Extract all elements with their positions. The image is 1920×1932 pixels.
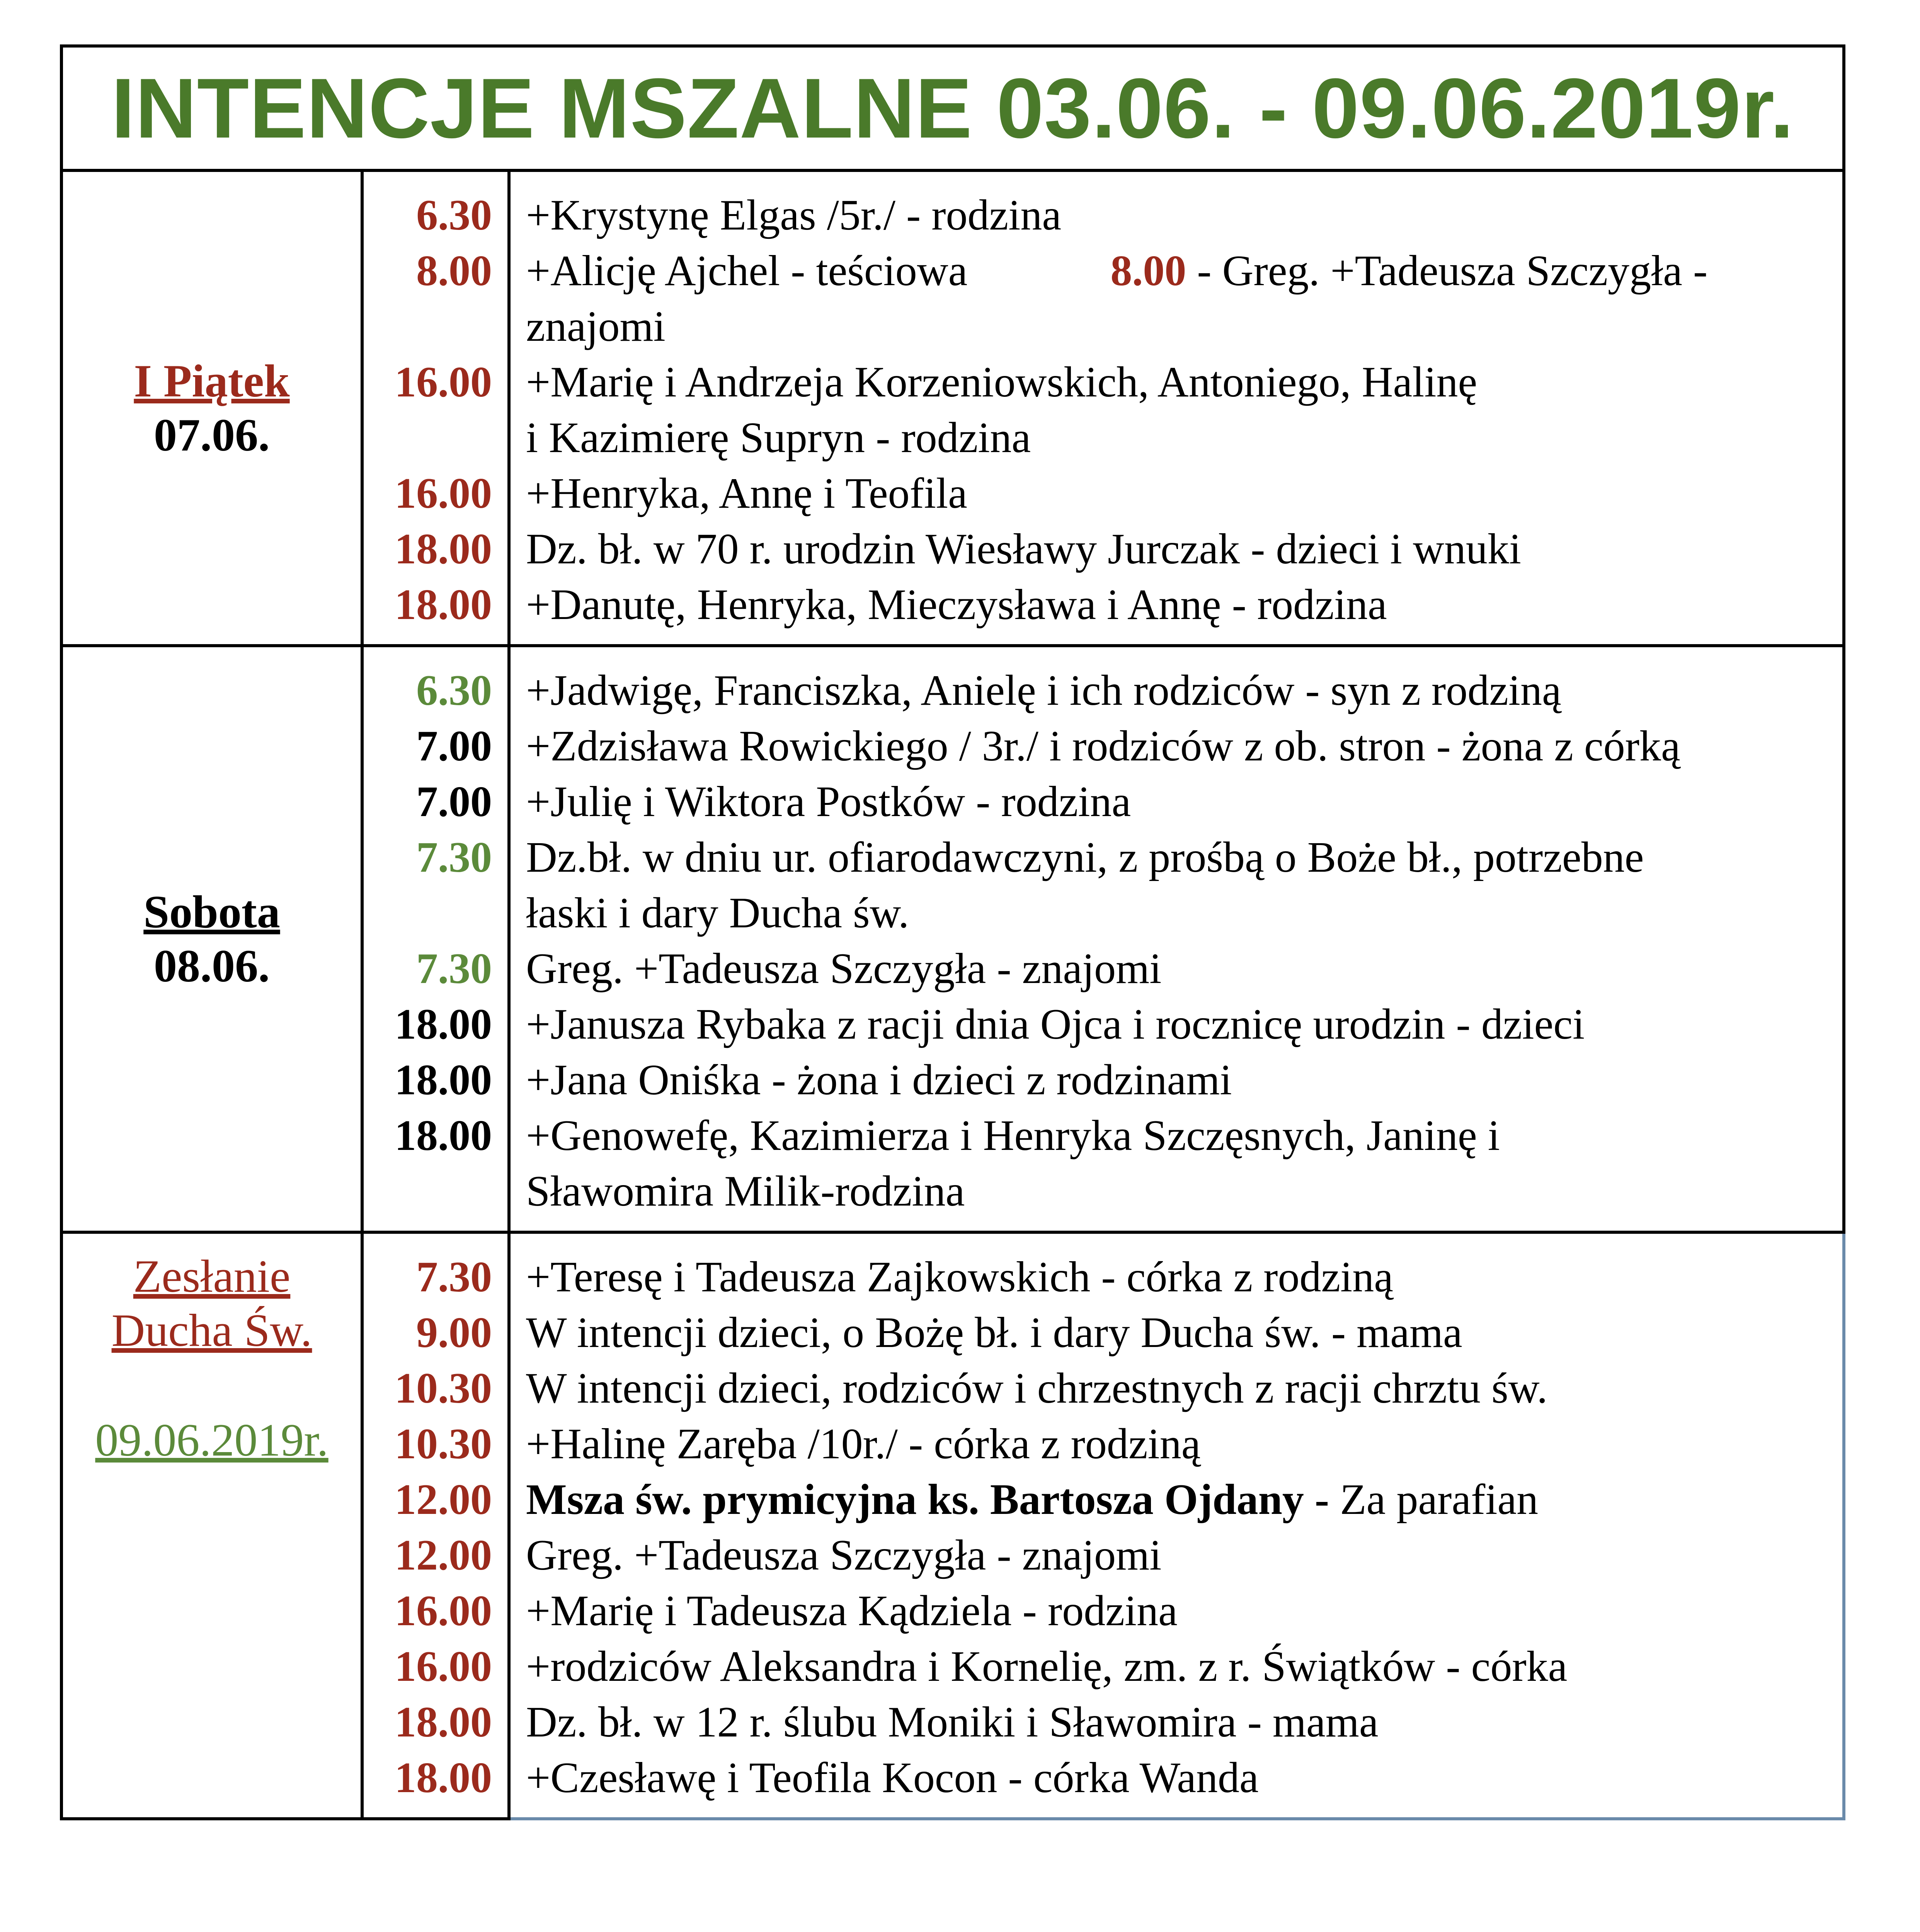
mass-time: 18.00: [395, 1000, 492, 1048]
schedule-sheet: [60, 44, 1845, 1820]
intention-text: +Alicję Ajchel - teściowa: [526, 247, 968, 295]
intention-text: Dz. bł. w 12 r. ślubu Moniki i Sławomira - mama: [526, 1698, 1379, 1746]
intention-text: +Genowefę, Kazimierza i Henryka Szczęsnych, Janinę i: [526, 1112, 1500, 1160]
day-name: I Piątek: [134, 355, 290, 406]
mass-time: 7.00: [416, 778, 492, 826]
mass-time: 12.00: [395, 1531, 492, 1579]
intention-text: +Marię i Tadeusza Kądziela - rodzina: [526, 1587, 1178, 1635]
intention-text: +Julię i Wiktora Postków - rodzina: [526, 778, 1131, 826]
intention-text: +Jadwigę, Franciszka, Anielę i ich rodziców - syn z rodziną: [526, 667, 1561, 714]
day-cell: [61, 1232, 362, 1819]
intention-text: i Kazimierę Supryn - rodzina: [526, 414, 1031, 462]
mass-time: 18.00: [395, 1112, 492, 1160]
intention-column: [509, 172, 1844, 646]
intention-bold-text: Msza św. prymicyjna ks. Bartosza Ojdany -: [526, 1476, 1340, 1524]
intention-column: [509, 1232, 1844, 1819]
mass-time: 18.00: [395, 1698, 492, 1746]
mass-time: 18.00: [395, 525, 492, 573]
intention-text-row: [526, 1472, 1831, 1527]
intention-text: W intencji dzieci, o Bożę bł. i dary Ducha św. - mama: [526, 1309, 1462, 1357]
intention-text: łaski i dary Ducha św.: [526, 889, 909, 937]
mass-time: 7.00: [416, 722, 492, 770]
day-date: 07.06.: [154, 409, 270, 461]
mass-time: 7.30: [416, 833, 492, 881]
mass-time: 10.30: [395, 1364, 492, 1412]
mass-time: 9.00: [416, 1309, 492, 1357]
time-column: [362, 1232, 509, 1819]
intention-text: +Jana Oniśka - żona i dzieci z rodzinami: [526, 1056, 1232, 1104]
intention-text: +Zdzisława Rowickiego / 3r./ i rodziców z ob. stron - żona z córką: [526, 722, 1680, 770]
intention-text: Greg. +Tadeusza Szczygła - znajomi: [526, 945, 1162, 993]
day-cell: [61, 172, 362, 646]
mass-time: 18.00: [395, 1056, 492, 1104]
mass-time: 6.30: [416, 191, 492, 239]
mass-time: 16.00: [395, 358, 492, 406]
intention-text-extra: - Greg. +Tadeusza Szczygła -: [1186, 247, 1708, 295]
day-row-saturday: [61, 646, 1844, 1232]
intention-text-row: [526, 243, 1831, 299]
mass-time: 12.00: [395, 1476, 492, 1524]
intention-text: Greg. +Tadeusza Szczygła - znajomi: [526, 1531, 1162, 1579]
intention-text: znajomi: [526, 303, 666, 350]
day-row-sunday: [61, 1232, 1844, 1819]
day-date: 08.06.: [154, 940, 270, 992]
mass-time: 7.30: [416, 1253, 492, 1301]
intention-text: +Janusza Rybaka z racji dnia Ojca i rocznicę urodzin - dzieci: [526, 1000, 1585, 1048]
mass-time: 16.00: [395, 1643, 492, 1690]
mass-time: 8.00: [416, 247, 492, 295]
intention-text: Sławomira Milik-rodzina: [526, 1167, 965, 1215]
day-cell: [61, 646, 362, 1232]
intention-column: [509, 646, 1844, 1232]
day-name-line1: Zesłanie: [133, 1250, 291, 1302]
title-box: [60, 44, 1845, 172]
mass-time: 16.00: [395, 469, 492, 517]
intention-text: +Teresę i Tadeusza Zajkowskich - córka z rodziną: [526, 1253, 1393, 1301]
intention-text: +Halinę Zaręba /10r./ - córka z rodziną: [526, 1420, 1201, 1468]
mass-time: 6.30: [416, 667, 492, 714]
intention-text: W intencji dzieci, rodziców i chrzestnych z racji chrztu św.: [526, 1364, 1548, 1412]
day-row-friday: [61, 172, 1844, 646]
mass-time-extra: 8.00: [1110, 247, 1186, 295]
mass-time: 18.00: [395, 581, 492, 629]
day-name: Sobota: [143, 886, 280, 937]
schedule-table: [60, 172, 1845, 1820]
intention-text: Dz. bł. w 70 r. urodzin Wiesławy Jurczak - dzieci i wnuki: [526, 525, 1521, 573]
intention-text: +rodziców Aleksandra i Kornelię, zm. z r. Świątków - córka: [526, 1643, 1568, 1690]
page-title: INTENCJE MSZALNE 03.06. - 09.06.2019r.: [111, 60, 1794, 156]
time-column: [362, 172, 509, 646]
intention-text: Za parafian: [1340, 1476, 1539, 1524]
intention-text: +Czesławę i Teofila Kocon - córka Wanda: [526, 1754, 1259, 1802]
intention-text: +Krystynę Elgas /5r./ - rodzina: [526, 191, 1062, 239]
mass-time: 16.00: [395, 1587, 492, 1635]
intention-text: +Henryka, Annę i Teofila: [526, 469, 967, 517]
mass-time: 7.30: [416, 945, 492, 993]
time-column: [362, 646, 509, 1232]
mass-time: 18.00: [395, 1754, 492, 1802]
day-name-line2: Ducha Św.: [111, 1304, 312, 1356]
intention-text: +Danutę, Henryka, Mieczysława i Annę - rodzina: [526, 581, 1387, 629]
day-date: 09.06.2019r.: [95, 1414, 329, 1466]
intention-text: +Marię i Andrzeja Korzeniowskich, Antoniego, Halinę: [526, 358, 1477, 406]
intention-text: Dz.bł. w dniu ur. ofiarodawczyni, z prośbą o Boże bł., potrzebne: [526, 833, 1644, 881]
mass-time: 10.30: [395, 1420, 492, 1468]
